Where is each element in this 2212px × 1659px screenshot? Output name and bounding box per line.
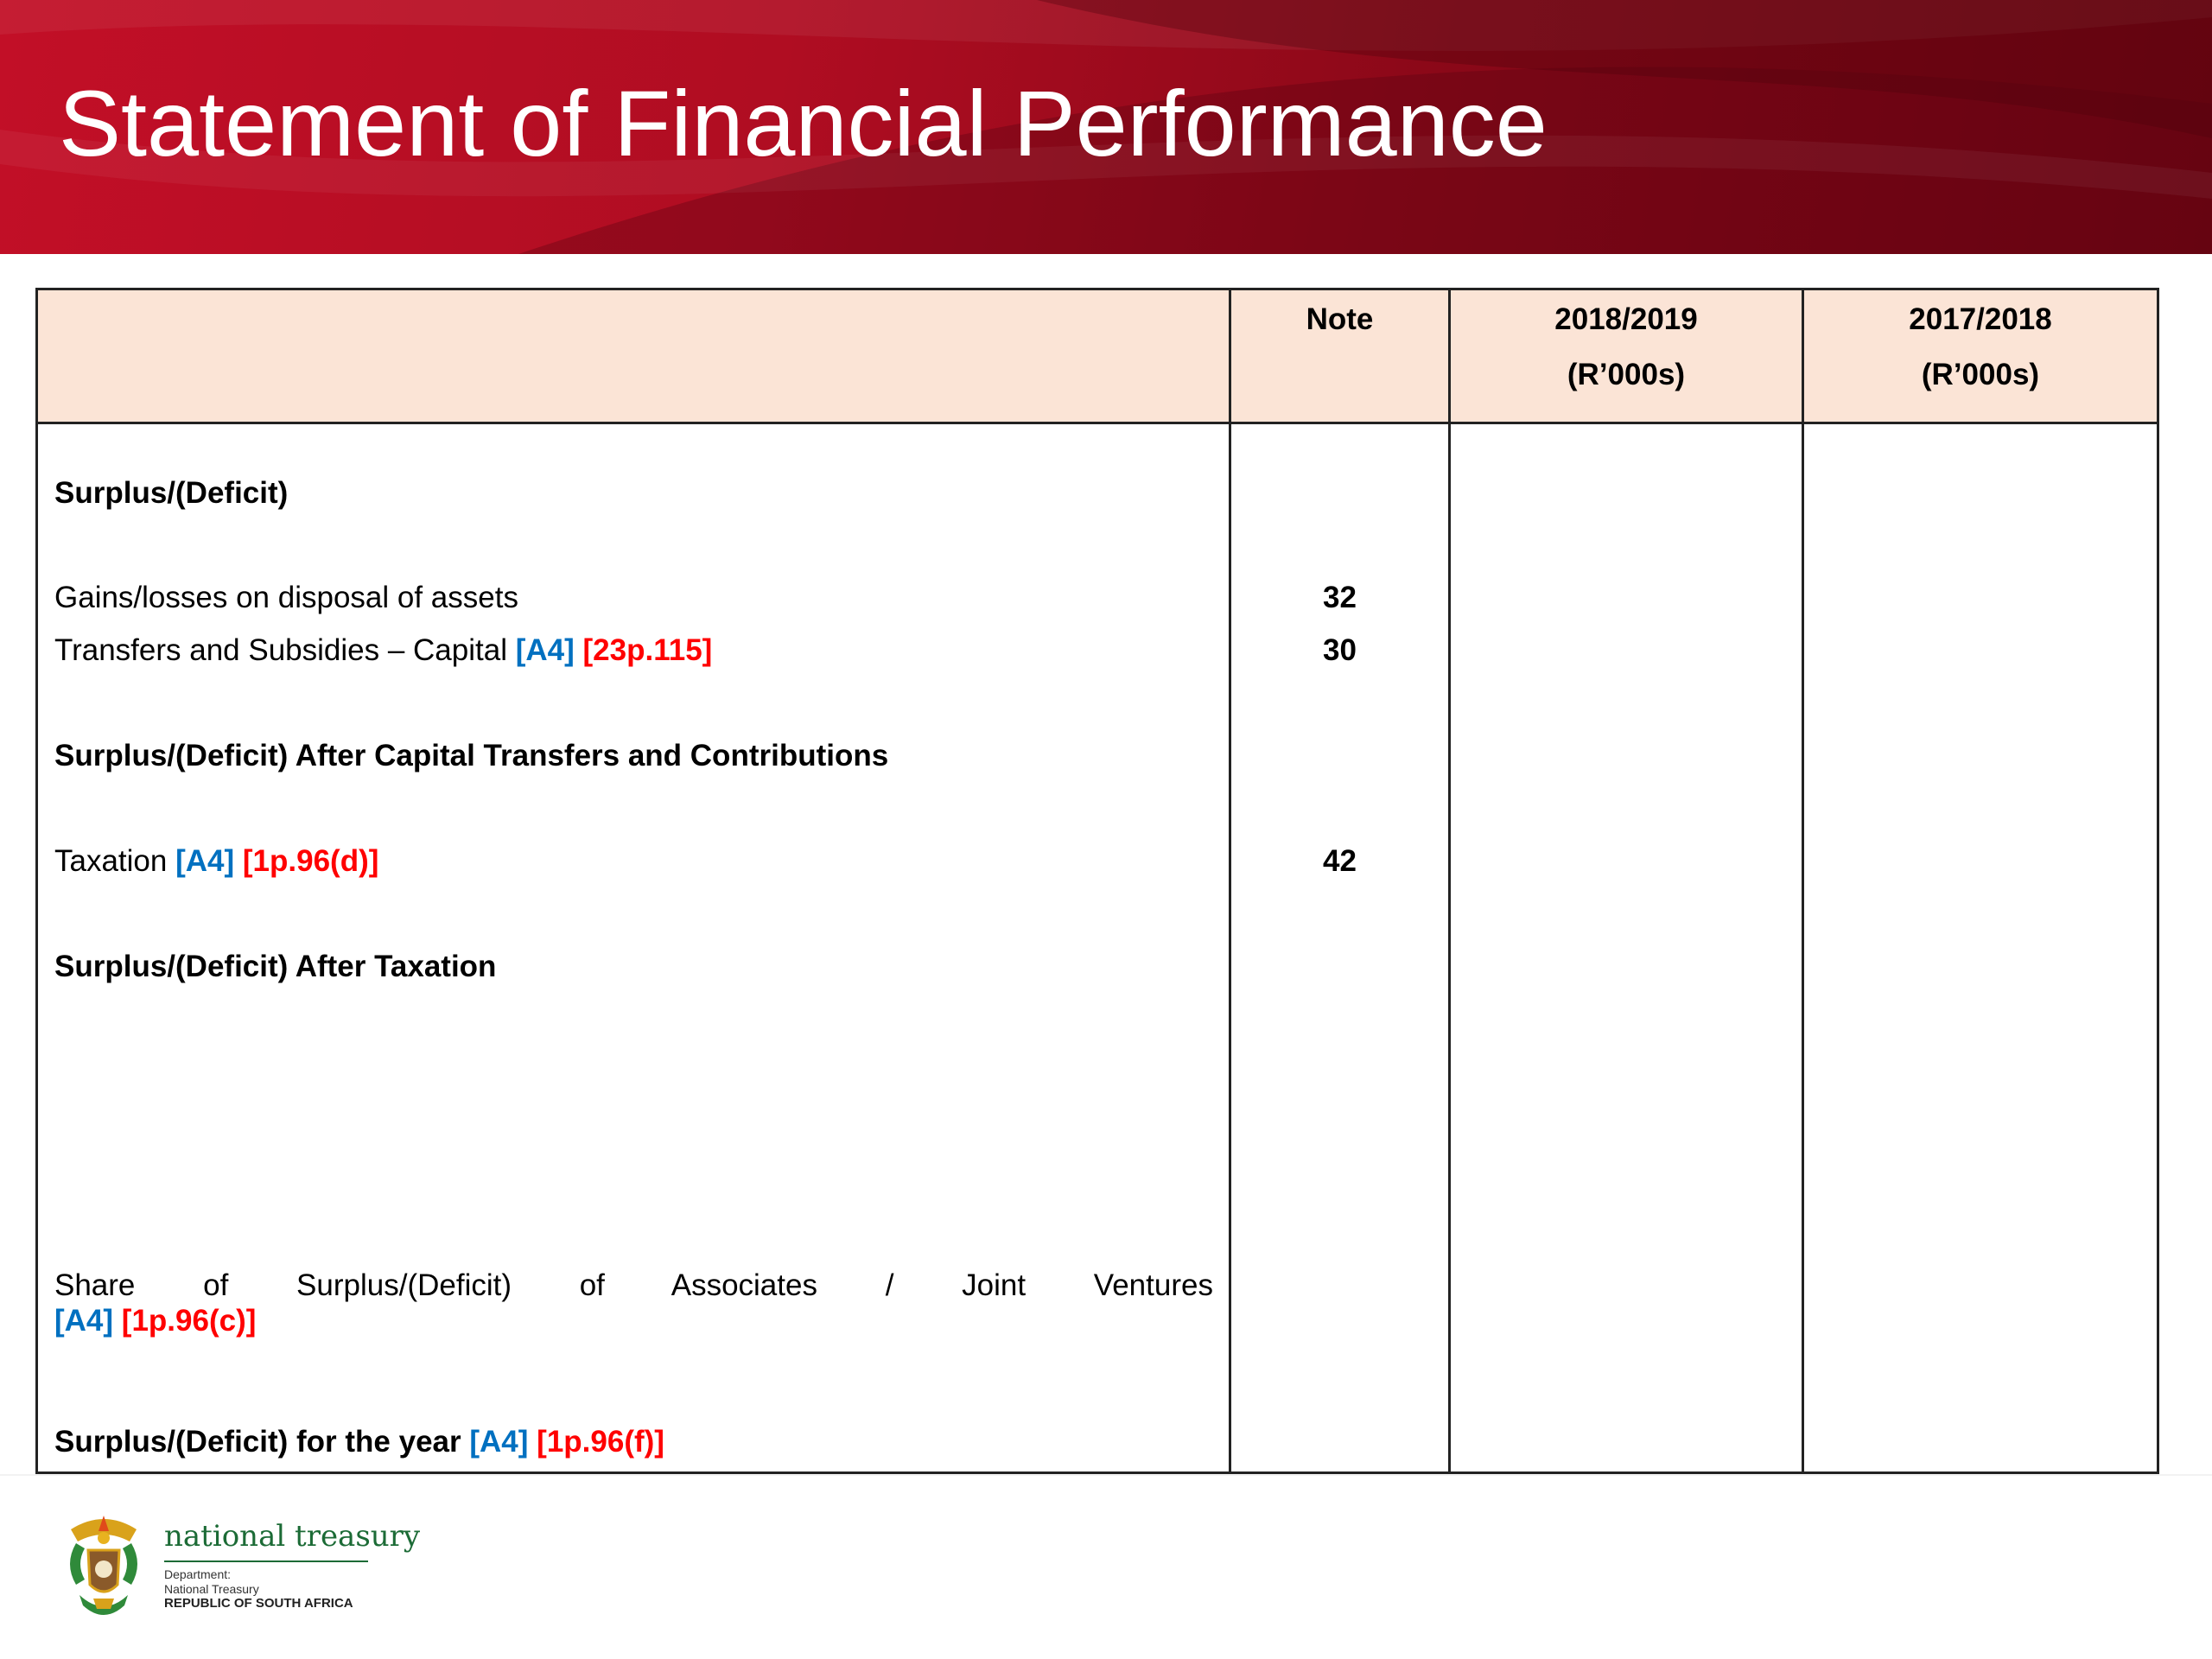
row-note bbox=[1230, 739, 1450, 844]
row-value-2017-2018 bbox=[1803, 1268, 2158, 1425]
coat-of-arms-icon bbox=[60, 1512, 147, 1629]
row-value-2018-2019 bbox=[1450, 739, 1803, 844]
table-row bbox=[37, 1268, 2158, 1425]
header-2018-2019-unit: (R’000s) bbox=[1567, 358, 1686, 391]
table-row bbox=[37, 1425, 2158, 1473]
reference-standard: [1p.96(d)] bbox=[242, 844, 379, 878]
row-label bbox=[37, 581, 1230, 633]
label-word: Surplus/(Deficit) bbox=[296, 1268, 512, 1302]
title-banner bbox=[0, 0, 2212, 254]
label-word: of bbox=[203, 1268, 229, 1302]
row-note: 32 bbox=[1230, 581, 1450, 633]
label-word: Joint bbox=[962, 1268, 1027, 1302]
header-2018-2019 bbox=[1450, 289, 1803, 423]
slide-title: Statement of Financial Performance bbox=[59, 71, 1548, 175]
row-value-2017-2018 bbox=[1803, 950, 2158, 1268]
row-label-text: Transfers and Subsidies – Capital bbox=[54, 633, 507, 667]
row-label-text: Surplus/(Deficit) After Capital Transfers and Contributions bbox=[54, 739, 889, 772]
row-label-text: Surplus/(Deficit) After Taxation bbox=[54, 950, 497, 983]
row-note: 42 bbox=[1230, 844, 1450, 950]
logo-department-label: Department: bbox=[164, 1567, 232, 1581]
label-word: Associates bbox=[671, 1268, 817, 1302]
row-label bbox=[37, 739, 1230, 844]
row-note bbox=[1230, 423, 1450, 582]
row-label bbox=[37, 1268, 1230, 1425]
row-label bbox=[37, 633, 1230, 739]
reference-a4: [A4] bbox=[175, 844, 235, 878]
header-2017-2018 bbox=[1803, 289, 2158, 423]
row-label bbox=[37, 950, 1230, 1268]
logo-department-name: National Treasury bbox=[164, 1582, 259, 1596]
row-value-2018-2019 bbox=[1450, 844, 1803, 950]
row-label-text bbox=[54, 1268, 1213, 1303]
row-note bbox=[1230, 1268, 1450, 1425]
row-label bbox=[37, 423, 1230, 582]
reference-standard: [1p.96(c)] bbox=[121, 1304, 257, 1338]
row-value-2017-2018 bbox=[1803, 844, 2158, 950]
header-2017-2018-year: 2017/2018 bbox=[1909, 302, 2052, 336]
header-label-cell bbox=[37, 289, 1230, 423]
label-word: / bbox=[885, 1268, 894, 1302]
row-label bbox=[37, 844, 1230, 950]
header-2017-2018-unit: (R’000s) bbox=[1921, 358, 2040, 391]
reference-standard: [23p.115] bbox=[582, 633, 713, 667]
row-value-2018-2019 bbox=[1450, 1425, 1803, 1473]
row-label-text: Surplus/(Deficit) for the year bbox=[54, 1425, 461, 1459]
row-value-2018-2019 bbox=[1450, 950, 1803, 1268]
row-value-2018-2019 bbox=[1450, 581, 1803, 633]
logo-underline bbox=[164, 1560, 368, 1562]
header-note-label: Note bbox=[1306, 302, 1374, 336]
row-value-2018-2019 bbox=[1450, 1268, 1803, 1425]
row-value-2017-2018 bbox=[1803, 581, 2158, 633]
row-note bbox=[1230, 1425, 1450, 1473]
row-value-2017-2018 bbox=[1803, 739, 2158, 844]
table-row bbox=[37, 950, 2158, 1268]
reference-standard: [1p.96(f)] bbox=[537, 1425, 664, 1459]
row-value-2018-2019 bbox=[1450, 633, 1803, 739]
label-word: Share bbox=[54, 1268, 136, 1302]
row-value-2017-2018 bbox=[1803, 1425, 2158, 1473]
row-value-2017-2018 bbox=[1803, 423, 2158, 582]
table-row bbox=[37, 633, 2158, 739]
reference-a4: [A4] bbox=[515, 633, 575, 667]
row-note bbox=[1230, 950, 1450, 1268]
row-label-text: Gains/losses on disposal of assets bbox=[54, 581, 518, 614]
table-row bbox=[37, 739, 2158, 844]
label-word: Ventures bbox=[1093, 1268, 1213, 1302]
header-2018-2019-year: 2018/2019 bbox=[1554, 302, 1698, 336]
table-row bbox=[37, 844, 2158, 950]
reference-a4: [A4] bbox=[54, 1304, 114, 1338]
reference-a4: [A4] bbox=[469, 1425, 529, 1459]
footer-divider bbox=[0, 1474, 2212, 1476]
logo-wordmark: national treasury bbox=[164, 1519, 421, 1554]
table-row bbox=[37, 423, 2158, 582]
logo-country: REPUBLIC OF SOUTH AFRICA bbox=[164, 1596, 353, 1611]
label-word: of bbox=[579, 1268, 605, 1302]
header-note bbox=[1230, 289, 1450, 423]
row-label-text: Taxation bbox=[54, 844, 168, 878]
financial-performance-table bbox=[35, 288, 2159, 1474]
table-header-row bbox=[37, 289, 2158, 423]
row-note: 30 bbox=[1230, 633, 1450, 739]
row-label-text: Surplus/(Deficit) bbox=[54, 476, 289, 510]
row-value-2018-2019 bbox=[1450, 423, 1803, 582]
row-label bbox=[37, 1425, 1230, 1473]
row-value-2017-2018 bbox=[1803, 633, 2158, 739]
table-row bbox=[37, 581, 2158, 633]
